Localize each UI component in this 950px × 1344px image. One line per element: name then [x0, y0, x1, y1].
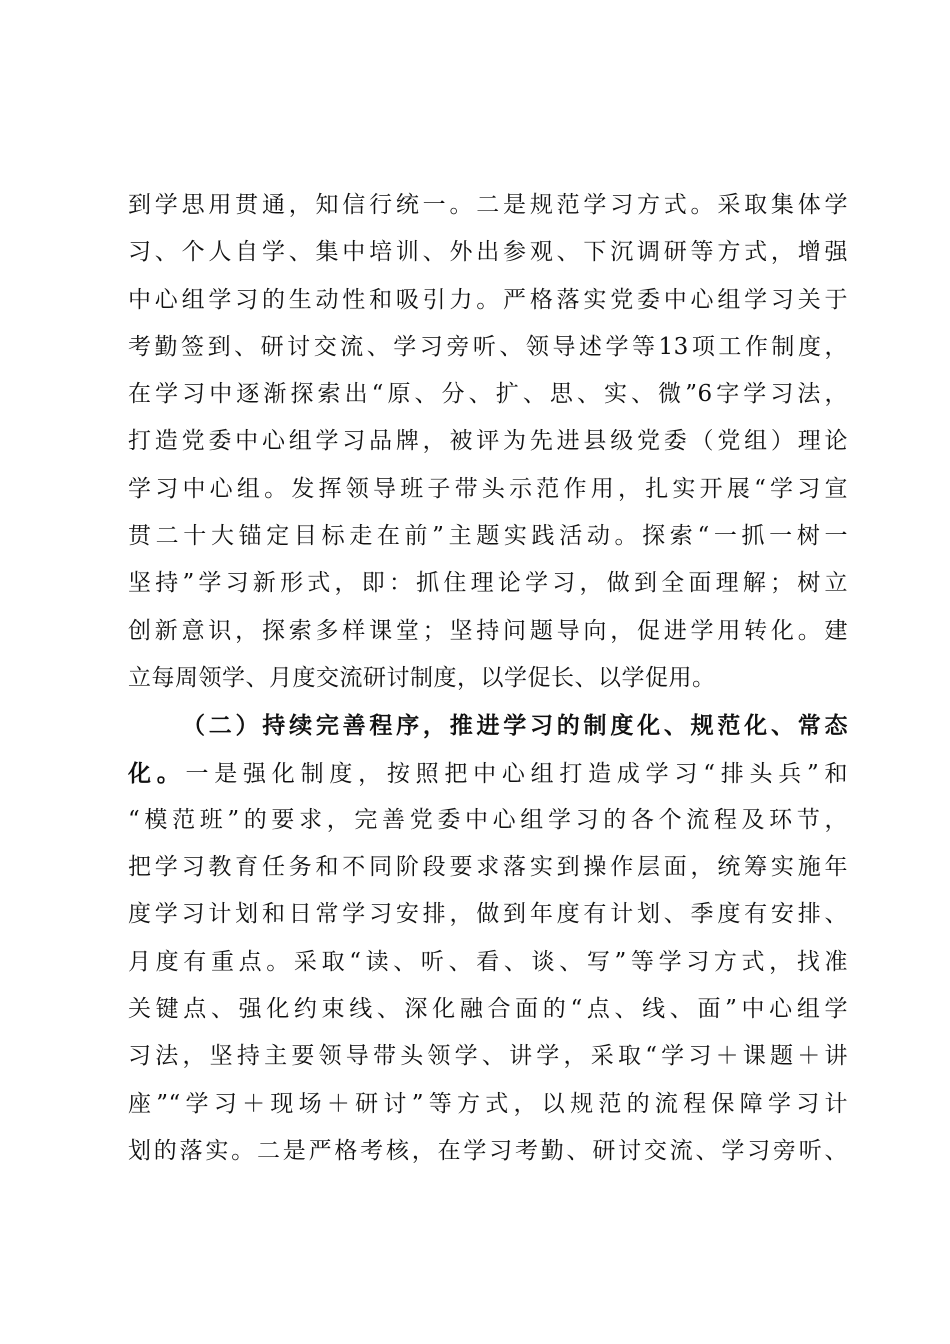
body-text — [128, 182, 848, 1175]
paragraph-1-line-2: 习、个人自学、集中培训、外出参观、下沉调研等方式，增强 — [128, 239, 848, 266]
paragraph-1-line-9: 坚持”学习新形式，即：抓住理论学习，做到全面理解；树立 — [128, 570, 848, 597]
paragraph-2-line-8: 习法，坚持主要领导带头领学、讲学，采取“学习＋课题＋讲 — [128, 1043, 848, 1070]
paragraph-1-line-3: 中心组学习的生动性和吸引力。严格落实党委中心组学习关于 — [128, 286, 848, 313]
section-heading: （二）持续完善程序，推进学习的制度化、规范化、常态 — [182, 712, 848, 740]
paragraph-1-line-5: 在学习中逐渐探索出“原、分、扩、思、实、微”6字学习法， — [128, 381, 848, 408]
paragraph-1-line-10: 创新意识，探索多样课堂；坚持问题导向，促进学用转化。建 — [128, 617, 848, 644]
paragraph-1-line-7: 学习中心组。发挥领导班子带头示范作用，扎实开展“学习宣 — [128, 475, 848, 502]
paragraph-2-line-3: “模范班”的要求，完善党委中心组学习的各个流程及环节， — [128, 806, 848, 833]
paragraph-1-line-11: 立每周领学、月度交流研讨制度，以学促长、以学促用。 — [128, 664, 716, 691]
paragraph-2-line-7: 关键点、强化约束线、深化融合面的“点、线、面”中心组学 — [128, 996, 848, 1023]
paragraph-2-line-2 — [128, 750, 848, 797]
paragraph-2-line-5: 度学习计划和日常学习安排，做到年度有计划、季度有安排、 — [128, 901, 848, 928]
section-heading-tail: 化。 — [128, 759, 186, 787]
paragraph-2-line-4: 把学习教育任务和不同阶段要求落实到操作层面，统筹实施年 — [128, 854, 848, 881]
paragraph-1-line-6: 打造党委中心组学习品牌，被评为先进县级党委（党组）理论 — [128, 428, 848, 455]
paragraph-2-line-9: 座”“学习＋现场＋研讨”等方式，以规范的流程保障学习计 — [128, 1090, 848, 1117]
paragraph-2-line-2-rest: 一是强化制度，按照把中心组打造成学习“排头兵”和 — [185, 760, 848, 787]
paragraph-1-line-4: 考勤签到、研讨交流、学习旁听、领导述学等13项工作制度， — [128, 333, 848, 360]
paragraph-1-line-8: 贯二十大锚定目标走在前”主题实践活动。探索“一抓一树一 — [128, 523, 848, 550]
paragraph-2-line-6: 月度有重点。采取“读、听、看、谈、写”等学习方式，找准 — [128, 948, 848, 975]
paragraph-1-line-1: 到学思用贯通，知信行统一。二是规范学习方式。采取集体学 — [128, 192, 848, 218]
paragraph-2-line-10: 划的落实。二是严格考核，在学习考勤、研讨交流、学习旁听、 — [128, 1137, 848, 1164]
